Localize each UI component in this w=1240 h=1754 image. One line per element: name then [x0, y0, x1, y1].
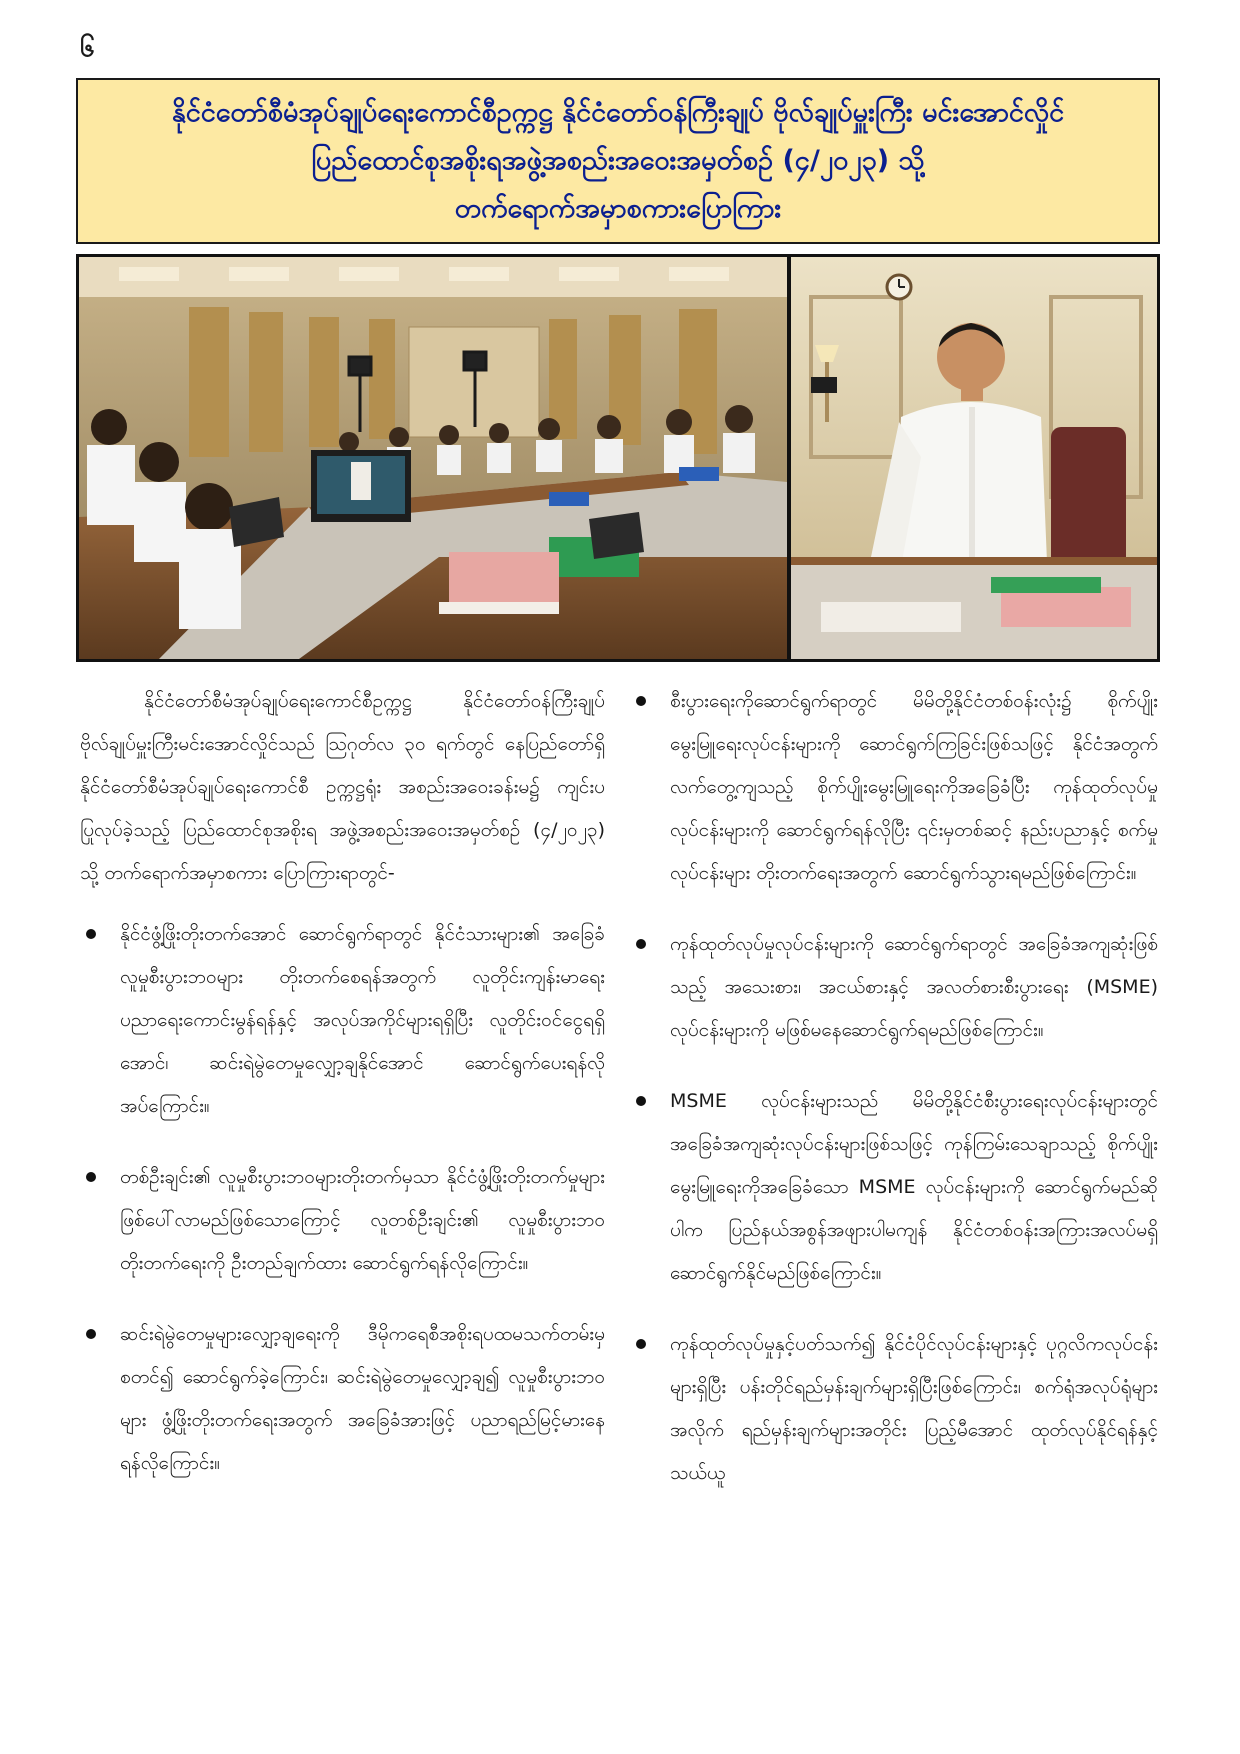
headline-line-3: တက်ရောက်အမှာစကားပြောကြား — [454, 193, 782, 224]
bullet-item — [630, 923, 1158, 1052]
bullet-dot-icon — [636, 696, 646, 706]
bullet-text: နိုင်ငံဖွံ့ဖြိုးတိုးတက်အောင် ဆောင်ရွက်ရာတွင် နိုင်ငံသားများ၏ အခြေခံလူမှုစီးပွားဘဝများ တိုးတက်စေရန်အတွက် လူတိုင်းကျန်းမာရေး ပညာရေးကောင်းမွန်ရန်နှင့် အလုပ်အကိုင်များရရှိပြီး လူတိုင်းဝင်ငွေရရှိအောင်၊ ဆင်းရဲမွဲတေမှုလျှော့ချနိုင်အောင် ဆောင်ရွက်ပေးရန်လိုအပ်ကြောင်း။ — [120, 923, 605, 1117]
bullet-item — [630, 680, 1158, 895]
headline-line-1: နိုင်ငံတော်စီမံအုပ်ချုပ်ရေးကောင်စီဥက္ကဋ္ဌ နိုင်ငံတော်ဝန်ကြီးချုပ် ဗိုလ်ချုပ်မှူးကြီး မင်းအောင်လှိုင် — [171, 97, 1065, 128]
bullet-text: ကုန်ထုတ်လုပ်မှုလုပ်ငန်းများကို ဆောင်ရွက်ရာတွင် အခြေခံအကျဆုံးဖြစ်သည့် အသေးစား၊ အငယ်စားနှင့် အလတ်စားစီးပွားရေး (MSME) လုပ်ငန်းများကို မဖြစ်မနေဆောင်ရွက်ရမည်ဖြစ်ကြောင်း။ — [670, 933, 1158, 1041]
right-column — [630, 680, 1158, 1523]
bullet-text: စီးပွားရေးကိုဆောင်ရွက်ရာတွင် မိမိတို့နိုင်ငံတစ်ဝန်းလုံး၌ စိုက်ပျိုးမွေးမြူရေးလုပ်ငန်းများကို ဆောင်ရွက်ကြခြင်းဖြစ်သဖြင့် နိုင်ငံအတွက် လက်တွေ့ကျသည့် စိုက်ပျိုးမွေးမြူရေးကိုအခြေခံပြီး ကုန်ထုတ်လုပ်မှုလုပ်ငန်းများကို ဆောင်ရွက်ရန်လိုပြီး ၎င်းမှတစ်ဆင့် နည်းပညာနှင့် စက်မှုလုပ်ငန်းများ တိုးတက်ရေးအတွက် ဆောင်ရွက်သွားရမည်ဖြစ်ကြောင်း။ — [670, 690, 1158, 884]
bullet-dot-icon — [636, 1339, 646, 1349]
meeting-hall-photo — [79, 257, 787, 659]
bullet-dot-icon — [86, 1329, 96, 1339]
bullet-item — [630, 1323, 1158, 1495]
bullet-text: MSME လုပ်ငန်းများသည် မိမိတို့နိုင်ငံစီးပွားရေးလုပ်ငန်းများတွင် အခြေခံအကျဆုံးလုပ်ငန်းများဖြစ်သဖြင့် ကုန်ကြမ်းသေချာသည့် စိုက်ပျိုးမွေးမြူရေးကိုအခြေခံသော MSME လုပ်ငန်းများကို ဆောင်ရွက်မည်ဆိုပါက ပြည်နယ်အစွန်အဖျားပါမကျန် နိုင်ငံတစ်ဝန်းအကြားအလပ်မရှိ ဆောင်ရွက်နိုင်မည်ဖြစ်ကြောင်း။ — [670, 1090, 1158, 1284]
page-number: ၆ — [80, 33, 95, 63]
bullet-item — [80, 1156, 605, 1285]
bullet-text: တစ်ဦးချင်း၏ လူမှုစီးပွားဘဝများတိုးတက်မှသာ နိုင်ငံဖွံ့ဖြိုးတိုးတက်မှုများ ဖြစ်ပေါ်လာမည်ဖြစ်သောကြောင့် လူတစ်ဦးချင်း၏ လူမှုစီးပွားဘဝတိုးတက်ရေးကို ဦးတည်ချက်ထား ဆောင်ရွက်ရန်လိုကြောင်း။ — [120, 1166, 605, 1274]
intro-paragraph: နိုင်ငံတော်စီမံအုပ်ချုပ်ရေးကောင်စီဥက္ကဋ္ဌ နိုင်ငံတော်ဝန်ကြီးချုပ် ဗိုလ်ချုပ်မှူးကြီးမင်းအောင်လှိုင်သည် ဩဂုတ်လ ၃၀ ရက်တွင် နေပြည်တော်ရှိ နိုင်ငံတော်စီမံအုပ်ချုပ်ရေးကောင်စီ ဥက္ကဋ္ဌရုံး အစည်းအဝေးခန်းမ၌ ကျင်းပပြုလုပ်ခဲ့သည့် ပြည်ထောင်စုအစိုးရ အဖွဲ့အစည်းအဝေးအမှတ်စဉ် (၄/၂၀၂၃) သို့ တက်ရောက်အမှာစကား ပြောကြားရာတွင်- — [80, 690, 605, 884]
speaker-illustration — [791, 257, 1157, 659]
bullet-dot-icon — [636, 939, 646, 949]
bullet-dot-icon — [86, 929, 96, 939]
photo-strip — [76, 254, 1160, 662]
bullet-dot-icon — [86, 1172, 96, 1182]
headline-line-2: ပြည်ထောင်စုအစိုးရအဖွဲ့အစည်းအဝေးအမှတ်စဉ် (၄/၂၀၂၃) သို့ — [311, 145, 925, 176]
left-column — [80, 680, 605, 1513]
speaker-photo — [791, 257, 1157, 659]
bullet-text: ဆင်းရဲမွဲတေမှုများလျှော့ချရေးကို ဒီမိုကရေစီအစိုးရပထမသက်တမ်းမှစတင်၍ ဆောင်ရွက်ခဲ့ကြောင်း၊ ဆင်းရဲမွဲတေမှုလျှော့ချ၍ လူမှုစီးပွားဘဝများ ဖွံ့ဖြိုးတိုးတက်ရေးအတွက် အခြေခံအားဖြင့် ပညာရည်မြင့်မားနေရန်လိုကြောင်း။ — [120, 1323, 605, 1474]
bullet-dot-icon — [636, 1096, 646, 1106]
bullet-item — [80, 1313, 605, 1485]
bullet-item — [630, 1080, 1158, 1295]
meeting-hall-illustration — [79, 257, 787, 659]
headline-box — [76, 78, 1160, 244]
bullet-item — [80, 913, 605, 1128]
bullet-text: ကုန်ထုတ်လုပ်မှုနှင့်ပတ်သက်၍ နိုင်ငံပိုင်လုပ်ငန်းများနှင့် ပုဂ္ဂလိကလုပ်ငန်းများရှိပြီး ပန်းတိုင်ရည်မှန်းချက်များရှိပြီးဖြစ်ကြောင်း၊ စက်ရုံအလုပ်ရုံများအလိုက် ရည်မှန်းချက်များအတိုင်း ပြည့်မီအောင် ထုတ်လုပ်နိုင်ရန်နှင့် သယ်ယူ — [670, 1333, 1158, 1484]
